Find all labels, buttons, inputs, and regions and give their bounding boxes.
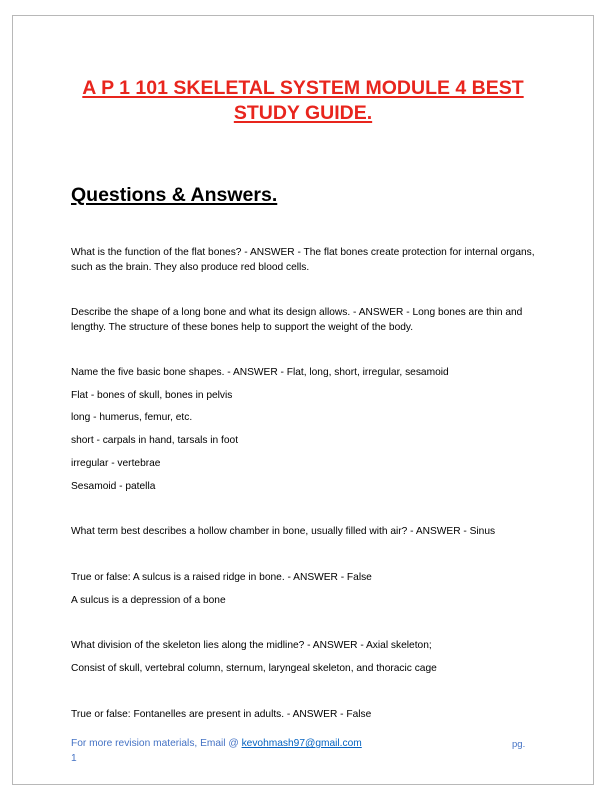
- page-number: 1: [71, 753, 77, 764]
- text-line: such as the brain. They also produce red blood cells.: [71, 262, 310, 273]
- text-line: True or false: A sulcus is a raised ridge in bone. - ANSWER - False: [71, 572, 372, 583]
- text-line: What is the function of the flat bones? - ANSWER - The flat bones create protection for internal organs,: [71, 247, 535, 258]
- text-line: short - carpals in hand, tarsals in foot: [71, 435, 239, 446]
- text-line: lengthy. The structure of these bones help to support the weight of the body.: [71, 322, 414, 333]
- section-heading: Questions & Answers.: [71, 184, 278, 206]
- document-title: [60, 76, 546, 126]
- footer-text: For more revision materials, Email @: [71, 738, 242, 749]
- text-line: A sulcus is a depression of a bone: [71, 595, 226, 606]
- text-line: Describe the shape of a long bone and what its design allows. - ANSWER - Long bones are thin and: [71, 307, 523, 318]
- text-line: irregular - vertebrae: [71, 458, 161, 469]
- text-line: Name the five basic bone shapes. - ANSWER - Flat, long, short, irregular, sesamoid: [71, 367, 449, 378]
- text-line: long - humerus, femur, etc.: [71, 412, 193, 423]
- text-line: Sesamoid - patella: [71, 481, 156, 492]
- text-line: Consist of skull, vertebral column, sternum, laryngeal skeleton, and thoracic cage: [71, 663, 437, 674]
- title-line-2: STUDY GUIDE.: [233, 102, 373, 124]
- text-line: Flat - bones of skull, bones in pelvis: [71, 390, 233, 401]
- text-line: True or false: Fontanelles are present in adults. - ANSWER - False: [71, 709, 372, 720]
- text-line: What division of the skeleton lies along the midline? - ANSWER - Axial skeleton;: [71, 640, 432, 651]
- page-label: pg.: [512, 739, 526, 750]
- footer-note: [71, 738, 362, 749]
- email-link[interactable]: kevohmash97@gmail.com: [241, 738, 362, 749]
- title-line-1: A P 1 101 SKELETAL SYSTEM MODULE 4 BEST: [82, 77, 524, 99]
- text-line: What term best describes a hollow chamber in bone, usually filled with air? - ANSWER - Sinus: [71, 526, 496, 537]
